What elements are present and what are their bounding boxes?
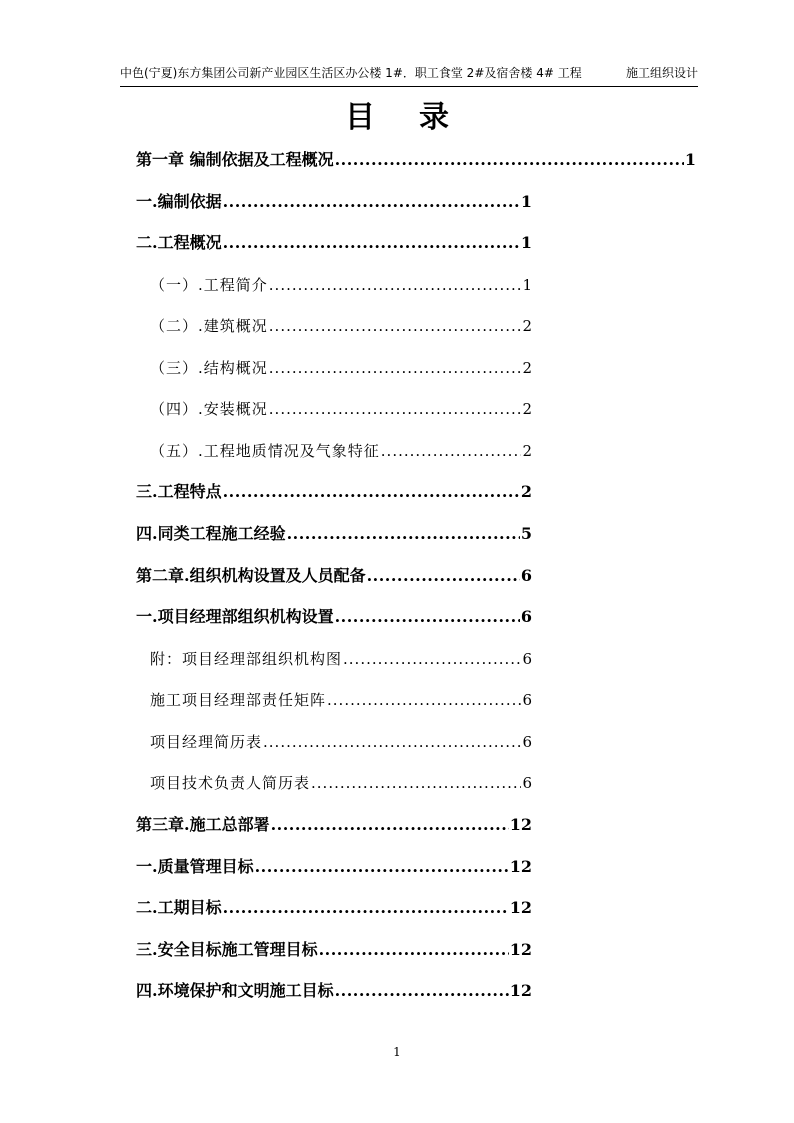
- header-document-type: 施工组织设计: [625, 66, 698, 80]
- toc-entry-page: 5: [520, 524, 532, 543]
- toc-entry-subsection[interactable]: [150, 314, 532, 338]
- page-title: 目录: [345, 100, 493, 135]
- toc-entry-subsection[interactable]: [150, 647, 532, 671]
- toc-entry-label: 第三章.施工总部署: [136, 815, 270, 834]
- toc-entry-section[interactable]: [136, 190, 532, 214]
- toc-entry-subsection[interactable]: [150, 439, 532, 463]
- toc-leader-dots: [311, 771, 521, 795]
- toc-leader-dots: [335, 148, 684, 172]
- toc-entry-label: 第一章 编制依据及工程概况: [136, 150, 334, 169]
- toc-entry-page: 2: [522, 400, 532, 418]
- toc-entry-label: （一）.工程简介: [150, 276, 268, 294]
- toc-entry-page: 6: [520, 566, 532, 585]
- toc-entry-page: 1: [520, 192, 532, 211]
- toc-leader-dots: [269, 314, 522, 338]
- toc-entry-label: 二.工期目标: [136, 898, 222, 917]
- toc-entry-page: 6: [522, 650, 532, 668]
- toc-leader-dots: [223, 190, 520, 214]
- toc-entry-section[interactable]: [136, 231, 532, 255]
- page-header: [120, 64, 698, 86]
- toc-entry-page: 6: [520, 607, 532, 626]
- toc-entry-page: 12: [509, 981, 532, 1000]
- toc-leader-dots: [223, 480, 520, 504]
- toc-entry-section[interactable]: [136, 979, 532, 1003]
- toc-entry-label: 三.安全目标施工管理目标: [136, 940, 318, 959]
- toc-entry-page: 6: [522, 774, 532, 792]
- toc-entry-label: 一.项目经理部组织机构设置: [136, 607, 334, 626]
- toc-leader-dots: [335, 979, 509, 1003]
- toc-entry-section[interactable]: [136, 896, 532, 920]
- toc-entry-label: 四.环境保护和文明施工目标: [136, 981, 334, 1000]
- toc-leader-dots: [343, 647, 521, 671]
- toc-entry-label: （四）.安装概况: [150, 400, 268, 418]
- toc-entry-page: 1: [522, 276, 532, 294]
- toc-entry-subsection[interactable]: [150, 688, 532, 712]
- toc-entry-page: 2: [522, 359, 532, 377]
- toc-entry-label: 四.同类工程施工经验: [136, 524, 286, 543]
- toc-entry-label: 项目技术负责人简历表: [150, 774, 311, 792]
- toc-leader-dots: [271, 813, 509, 837]
- toc-entry-page: 2: [520, 482, 532, 501]
- toc-entry-label: （三）.结构概况: [150, 359, 268, 377]
- toc-entry-page: 2: [522, 442, 532, 460]
- toc-entry-subsection[interactable]: [150, 771, 532, 795]
- toc-entry-section[interactable]: [136, 605, 532, 629]
- toc-entry-page: 6: [522, 691, 532, 709]
- toc-entry-page: 6: [522, 733, 532, 751]
- toc-leader-dots: [269, 356, 522, 380]
- toc-entry-label: 一.编制依据: [136, 192, 222, 211]
- toc-entry-page: 12: [509, 898, 532, 917]
- toc-entry-section[interactable]: [136, 480, 532, 504]
- toc-entry-subsection[interactable]: [150, 356, 532, 380]
- toc-entry-label: 一.质量管理目标: [136, 857, 254, 876]
- toc-entry-label: 第二章.组织机构设置及人员配备: [136, 566, 366, 585]
- toc-leader-dots: [255, 855, 509, 879]
- toc-entry-section[interactable]: [136, 855, 532, 879]
- toc-entry-subsection[interactable]: [150, 730, 532, 754]
- toc-leader-dots: [327, 688, 521, 712]
- toc-leader-dots: [287, 522, 520, 546]
- toc-entry-page: 12: [509, 940, 532, 959]
- toc-leader-dots: [263, 730, 521, 754]
- toc-leader-dots: [223, 231, 520, 255]
- page-number: 1: [393, 1045, 401, 1059]
- header-rule: [120, 86, 698, 87]
- toc-entry-label: （二）.建筑概况: [150, 317, 268, 335]
- toc-leader-dots: [367, 564, 520, 588]
- toc-leader-dots: [269, 397, 522, 421]
- toc-entry-page: 12: [509, 857, 532, 876]
- toc-entry-label: 附：项目经理部组织机构图: [150, 650, 343, 668]
- toc-entry-page: 1: [520, 233, 532, 252]
- toc-entry-chapter-2[interactable]: [136, 564, 532, 588]
- toc-entry-section[interactable]: [136, 938, 532, 962]
- toc-leader-dots: [269, 273, 522, 297]
- toc-entry-label: （五）.工程地质情况及气象特征: [150, 442, 380, 460]
- toc-entry-subsection[interactable]: [150, 397, 532, 421]
- toc-entry-section[interactable]: [136, 522, 532, 546]
- toc-entry-page: 2: [522, 317, 532, 335]
- header-project-name: 中色(宁夏)东方集团公司新产业园区生活区办公楼 1#．职工食堂 2#及宿舍楼 4# 工程: [120, 66, 582, 80]
- toc-entry-label: 二.工程概况: [136, 233, 222, 252]
- toc-entry-chapter-3[interactable]: [136, 813, 532, 837]
- toc-entry-page: 1: [684, 150, 696, 169]
- toc-entry-label: 项目经理简历表: [150, 733, 263, 751]
- toc-entry-label: 三.工程特点: [136, 482, 222, 501]
- toc-leader-dots: [381, 439, 522, 463]
- toc-leader-dots: [335, 605, 520, 629]
- toc-entry-chapter-1[interactable]: [136, 148, 696, 172]
- toc-leader-dots: [223, 896, 509, 920]
- toc-entry-subsection[interactable]: [150, 273, 532, 297]
- toc-entry-label: 施工项目经理部责任矩阵: [150, 691, 327, 709]
- toc-leader-dots: [319, 938, 509, 962]
- toc-entry-page: 12: [509, 815, 532, 834]
